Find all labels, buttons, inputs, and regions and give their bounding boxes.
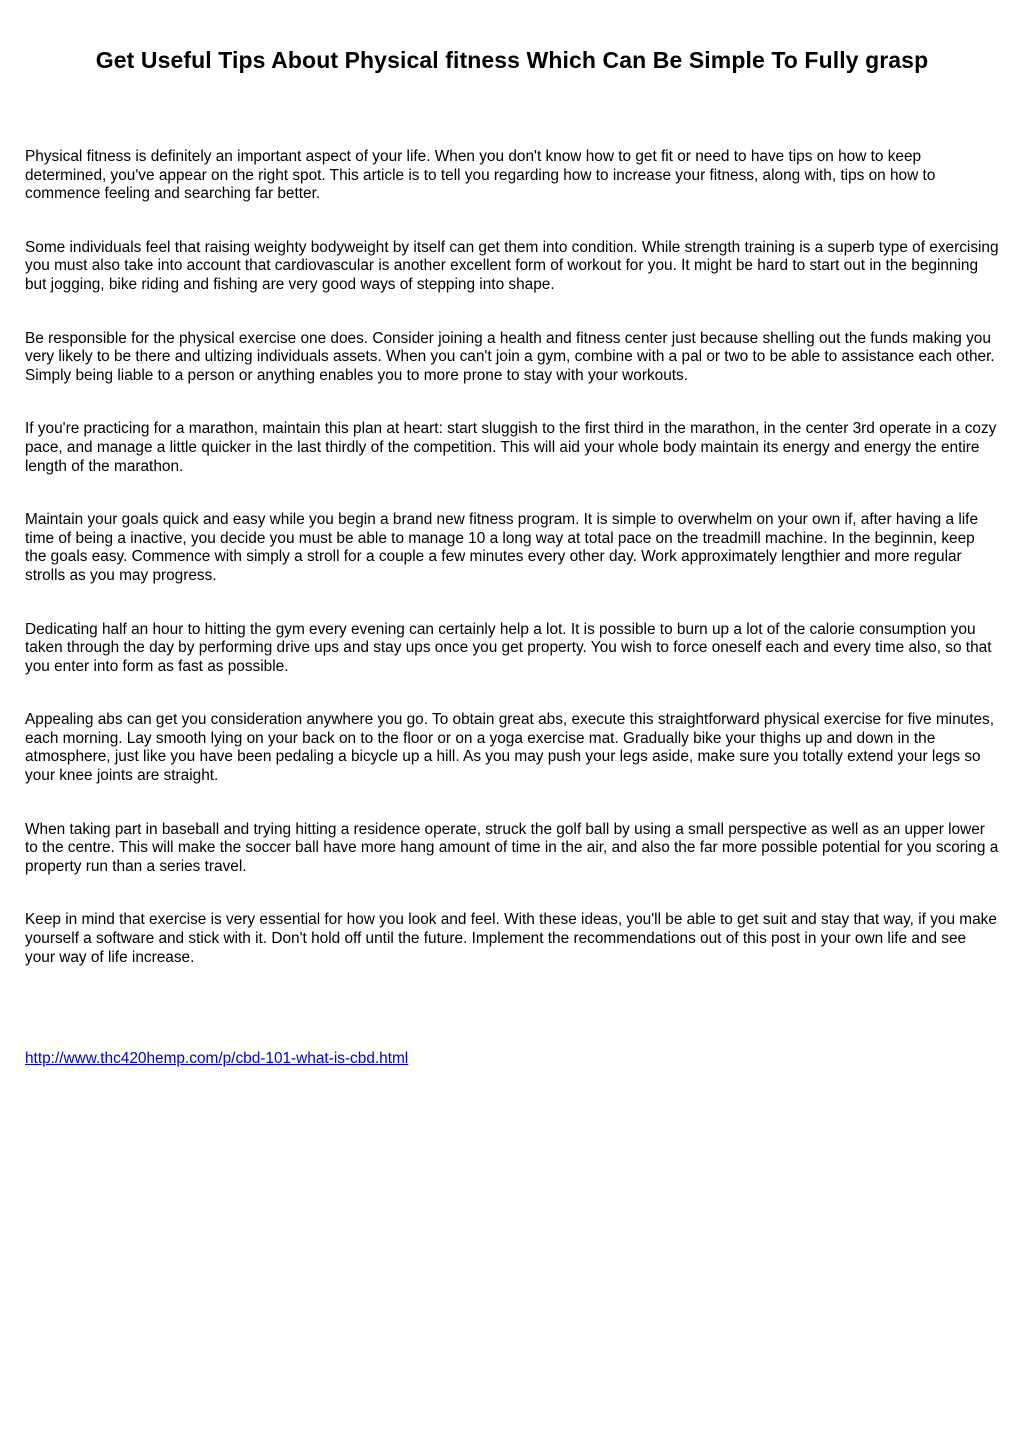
paragraph-8: When taking part in baseball and trying hitting a residence operate, struck the golf ball by using a small perspective as well as an upper lower to the centre. This will make the soccer ball have more hang amount of time in the air, and also the far more possible potential for you scoring a property run than a series travel. — [25, 820, 999, 875]
paragraph-2: Some individuals feel that raising weighty bodyweight by itself can get them into condition. While strength training is a superb type of exercising you must also take into account that cardiovascular is another excellent form of workout for you. It might be hard to start out in the beginning but jogging, bike riding and fishing are very good ways of stepping into shape. — [25, 238, 999, 293]
paragraph-4: If you're practicing for a marathon, maintain this plan at heart: start sluggish to the first third in the marathon, in the center 3rd operate in a cozy pace, and manage a little quicker in the last thirdly of the competition. This will aid your whole body maintain its energy and energy the entire length of the marathon. — [25, 420, 997, 475]
paragraph-3: Be responsible for the physical exercise one does. Consider joining a health and fitness center just because shelling out the funds making you very likely to be there and ultizing individuals assets. When you can't join a gym, combine with a pal or two to be able to assistance each other. Simply being liable to a person or anything enables you to more prone to stay with your workouts. — [25, 329, 995, 384]
paragraph-9: Keep in mind that exercise is very essential for how you look and feel. With these ideas, you'll be able to get suit and stay that way, if you make yourself a software and stick with it. Don't hold off until the future. Implement the recommendations out of this post in your own life and see your way of life increase. — [25, 911, 997, 966]
paragraph-7: Appealing abs can get you consideration anywhere you go. To obtain great abs, execute this straightforward physical exercise for five minutes, each morning. Lay smooth lying on your back on to the floor or on a yoga exercise mat. Gradually bike your thighs up and down in the atmosphere, just like you have been pedaling a bicycle up a hill. As you may push your legs aside, make sure you totally extend your legs so your knee joints are straight. — [25, 711, 995, 785]
paragraph-1: Physical fitness is definitely an important aspect of your life. When you don't know how to get fit or need to have tips on how to keep determined, you've appear on the right spot. This article is to tell you regarding how to increase your fitness, along with, tips on how to commence feeling and searching far better. — [25, 148, 936, 203]
document-title: Get Useful Tips About Physical fitness Which Can Be Simple To Fully grasp — [95, 47, 929, 73]
paragraph-5: Maintain your goals quick and easy while you begin a brand new fitness program. It is simple to overwhelm on your own if, after having a life time of being a inactive, you decide you must be able to manage 10 a long way at total pace on the treadmill machine. In the beginnin, keep the goals easy. Commence with simply a stroll for a couple a few minutes every other day. Work approximately lengthier and more regular strolls as you may progress. — [25, 511, 979, 584]
paragraph-6: Dedicating half an hour to hitting the gym every evening can certainly help a lot. It is possible to burn up a lot of the calorie consumption you taken through the day by performing drive ups and stay ups once you get property. You wish to force oneself each and every time also, so that you enter into form as fast as possible. — [25, 620, 992, 675]
source-link[interactable]: http://www.thc420hemp.com/p/cbd-101-what-is-cbd.html — [25, 1050, 409, 1068]
document-body — [25, 148, 1000, 1069]
